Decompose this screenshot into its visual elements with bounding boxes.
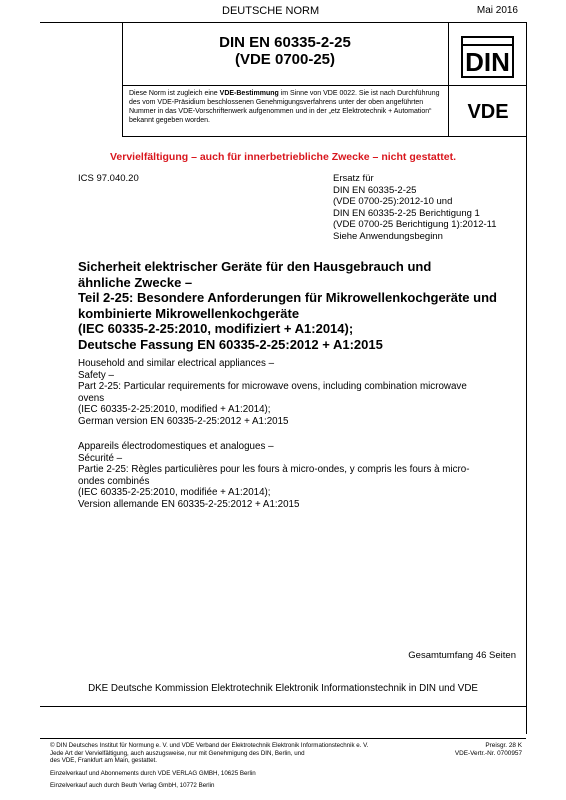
total-pages: Gesamtumfang 46 Seiten bbox=[408, 650, 516, 661]
dke-commission: DKE Deutsche Kommission Elektrotechnik Elektronik Informationstechnik in DIN und VDE bbox=[88, 683, 478, 694]
title-english bbox=[78, 358, 526, 428]
note-text-2: im Sinne von VDE 0022. Sie ist nach Durchführung des vom VDE-Präsidium beschlossenen Genehmigungsverfahrens unter der oben angeführten Nummer in das VDE-Vorschriftenwerk aufgenommen und in der „etz Elektrotechnik + Automation“ bekannt gegeben worden. bbox=[129, 90, 440, 124]
publication-date: Mai 2016 bbox=[476, 5, 518, 16]
title-en-line: Part 2-25: Particular requirements for microwave ovens, including combination microwave bbox=[78, 381, 467, 393]
title-en-line: Safety – bbox=[78, 369, 114, 381]
copyright-line: des VDE, Frankfurt am Main, gestattet. bbox=[50, 757, 157, 765]
standard-number: DIN EN 60335-2-25 bbox=[219, 34, 351, 51]
title-de-line: kombinierte Mikrowellenkochgeräte bbox=[78, 305, 300, 321]
vde-logo bbox=[453, 101, 523, 121]
title-de-line: (IEC 60335-2-25:2010, modifiziert + A1:2014); bbox=[78, 321, 354, 336]
title-fr-line: Sécurité – bbox=[78, 452, 123, 464]
dke-rule bbox=[40, 706, 526, 707]
replacement-line: DIN EN 60335-2-25 bbox=[333, 184, 417, 196]
ics-code: ICS 97.040.20 bbox=[78, 173, 139, 184]
title-german bbox=[78, 259, 526, 352]
page-right-border bbox=[526, 22, 527, 734]
title-fr-line: Partie 2-25: Règles particulières pour les fours à micro-ondes, y compris les fours à micro- bbox=[78, 464, 470, 476]
vde-logo-text: VDE bbox=[467, 101, 509, 121]
title-de-line: Teil 2-25: Besondere Anforderungen für Mikrowellenkochgeräte und bbox=[78, 290, 497, 305]
price-group: Preisgr. 28 K bbox=[485, 742, 522, 749]
title-fr-line: Appareils électrodomestiques et analogues – bbox=[78, 441, 274, 452]
title-fr-line: (IEC 60335-2-25:2010, modifiée + A1:2014); bbox=[78, 487, 271, 499]
footer-rule bbox=[40, 738, 526, 739]
title-en-line: German version EN 60335-2-25:2012 + A1:2015 bbox=[78, 415, 289, 427]
title-en-line: Household and similar electrical appliances – bbox=[78, 358, 275, 369]
title-box-divider bbox=[122, 85, 526, 86]
din-logo-text: DIN bbox=[465, 47, 510, 77]
standard-number-block bbox=[122, 34, 448, 68]
title-box-right bbox=[448, 22, 449, 136]
title-fr-line: ondes combinés bbox=[78, 475, 150, 487]
copyright-notice bbox=[50, 742, 400, 765]
title-french bbox=[78, 441, 526, 511]
document-type: DEUTSCHE NORM bbox=[222, 5, 320, 17]
title-box-bottom bbox=[122, 136, 526, 137]
replacement-line: Ersatz für bbox=[333, 173, 374, 184]
replacement-line: Siehe Anwendungsbeginn bbox=[333, 230, 443, 242]
title-de-line: Deutsche Fassung EN 60335-2-25:2012 + A1:2015 bbox=[78, 336, 383, 352]
replacement-line: (VDE 0700-25 Berichtigung 1):2012-11 bbox=[333, 219, 497, 230]
copyright-line: Jede Art der Vervielfältigung, auch auszugsweise, nur mit Genehmigung des DIN, Berlin, und bbox=[50, 749, 305, 757]
price-info bbox=[455, 742, 522, 758]
title-de-line: ähnliche Zwecke – bbox=[78, 274, 193, 290]
header-rule bbox=[40, 22, 526, 23]
sales-info-vde: Einzelverkauf und Abonnements durch VDE VERLAG GMBH, 10625 Berlin bbox=[50, 770, 256, 777]
replacement-info bbox=[333, 173, 497, 242]
title-fr-line: Version allemande EN 60335-2-25:2012 + A1:2015 bbox=[78, 498, 300, 510]
order-number: VDE-Vertr.-Nr. 0700957 bbox=[454, 750, 522, 757]
din-logo bbox=[461, 36, 514, 78]
copyright-line: © DIN Deutsches Institut für Normung e. V. und VDE Verband der Elektrotechnik Elektronik Informationstechnik e. V. bbox=[50, 742, 369, 749]
replacement-line: DIN EN 60335-2-25 Berichtigung 1 bbox=[333, 207, 480, 219]
vde-regulation-note bbox=[129, 89, 445, 125]
title-en-line: ovens bbox=[78, 392, 105, 404]
reproduction-warning: Vervielfältigung – auch für innerbetriebliche Zwecke – nicht gestattet. bbox=[109, 151, 456, 163]
note-text-1: Diese Norm ist zugleich eine bbox=[129, 90, 220, 97]
vde-number: (VDE 0700-25) bbox=[234, 51, 336, 68]
sales-info-beuth: Einzelverkauf auch durch Beuth Verlag GmbH, 10772 Berlin bbox=[50, 782, 215, 789]
note-text-bold: VDE-Bestimmung bbox=[219, 90, 279, 97]
replacement-line: (VDE 0700-25):2012-10 und bbox=[333, 196, 453, 207]
title-en-line: (IEC 60335-2-25:2010, modified + A1:2014); bbox=[78, 404, 271, 416]
title-de-line: Sicherheit elektrischer Geräte für den Hausgebrauch und bbox=[78, 259, 432, 274]
